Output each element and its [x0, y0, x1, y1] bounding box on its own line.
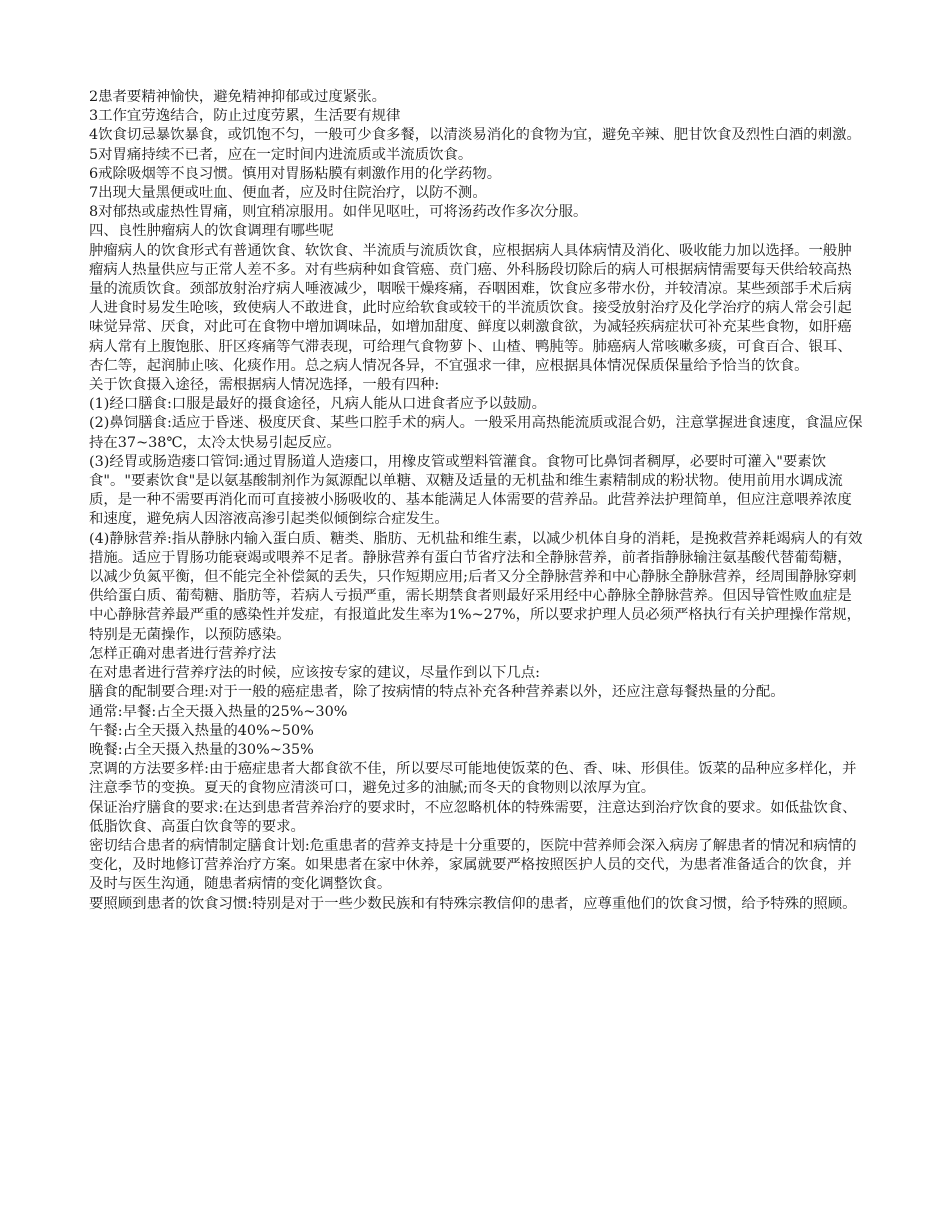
- paragraph-tip-6: 6戒除吸烟等不良习惯。慎用对胃肠粘膜有刺激作用的化学药物。: [89, 165, 502, 182]
- paragraph-lunch: 午餐:占全天摄入热量的40%~50%: [89, 722, 314, 739]
- paragraph-tip-4: 4饮食切忌暴饮暴食，或饥饱不匀，一般可少食多餐，以清淡易消化的食物为宜，避免辛辣、肥甘饮食及烈性白酒的刺激。: [89, 127, 861, 144]
- paragraph-cooking-methods: 烹调的方法要多样:由于癌症患者大都食欲不佳，所以要尽可能地使饭菜的色、香、味、形俱佳。饭菜的品种应多样化，并注意季节的变换。夏天的食物应清淡可口，避免过多的油腻;而冬天的食物则以浓厚为宜。: [89, 761, 857, 797]
- paragraph-eating-habits: 要照顾到患者的饮食习惯:特别是对于一些少数民族和有特殊宗教信仰的患者，应尊重他们的饮食习惯，给予特殊的照顾。: [89, 895, 857, 912]
- paragraph-tip-2: 2患者要精神愉快，避免精神抑郁或过度紧张。: [89, 89, 386, 105]
- paragraph-route-oral: (1)经口膳食:口服是最好的摄食途径，凡病人能从口进食者应予以鼓励。: [89, 396, 546, 413]
- paragraph-therapy-intro: 在对患者进行营养疗法的时候，应该按专家的建议，尽量作到以下几点:: [89, 665, 540, 682]
- paragraph-diet-plan: 密切结合患者的病情制定膳食计划:危重患者的营养支持是十分重要的，医院中营养师会深入病房了解患者的情况和病情的变化，及时地修订营养治疗方案。如果患者在家中休养，家属就要严格按照医护人员的交代，为患者准备适合的饮食，并及时与医生沟通，随患者病情的变化调整饮食。: [89, 837, 857, 893]
- paragraph-dinner: 晚餐:占全天摄入热量的30%~35%: [89, 741, 314, 758]
- paragraph-intake-routes-intro: 关于饮食摄入途径，需根据病人情况选择，一般有四种:: [89, 377, 440, 394]
- paragraph-tumor-diet: 肿瘤病人的饮食形式有普通饮食、软饮食、半流质与流质饮食，应根据病人具体病情及消化、吸收能力加以选择。一般肿瘤病人热量供应与正常人差不多。对有些病种如食管癌、贲门癌、外科肠段切除后的病人可根据病情需要每天供给较高热量的流质饮食。颈部放射治疗病人唾液减少，咽喉干燥疼痛，吞咽困难，饮食应多带水份，并较清凉。某些颈部手术后病人进食时易发生呛咳，致使病人不敢进食，此时应给软食或较干的半流质饮食。接受放射治疗及化学治疗的病人常会引起味觉异常、厌食，对此可在食物中增加调味品，如增加甜度、鲜度以刺激食欲，为减轻疾病症状可补充某些食物，如肝癌病人常有上腹饱胀、肝区疼痛等气滞表现，可给理气食物萝卜、山楂、鸭肫等。肺癌病人常咳嗽多痰，可食百合、银耳、杏仁等，起润肺止咳、化痰作用。总之病人情况各异，不宜强求一律，应根据具体情况保质保量给予恰当的饮食。: [89, 242, 852, 374]
- paragraph-tip-7: 7出现大量黑便或吐血、便血者，应及时住院治疗，以防不测。: [89, 185, 487, 202]
- paragraph-route-iv: (4)静脉营养:指从静脉内输入蛋白质、糖类、脂肪、无机盐和维生素，以减少机体自身的消耗，是挽救营养耗竭病人的有效措施。适应于胃肠功能衰竭或喂养不足者。静脉营养有蛋白节省疗法和全静脉营养，前者指静脉输注氨基酸代替葡萄糖，以减少负氮平衡，但不能完全补偿氮的丢失，只作短期应用;后者又分全静脉营养和中心静脉全静脉营养，经周围静脉穿刺供给蛋白质、葡萄糖、脂肪等，若病人亏损严重，需长期禁食者则最好采用经中心静脉全静脉营养。但因导管性败血症是中心静脉营养最严重的感染性并发症，有报道此发生率为1%~27%，所以要求护理人员必须严格执行有关护理操作常规，特别是无菌操作，以预防感染。: [89, 530, 863, 643]
- paragraph-tip-8: 8对郁热或虚热性胃痛，则宜稍凉服用。如伴见呕吐，可将汤药改作多次分服。: [89, 204, 588, 221]
- section-heading-nutrition-therapy: 怎样正确对患者进行营养疗法: [89, 645, 277, 662]
- paragraph-diet-preparation: 膳食的配制要合理:对于一般的癌症患者，除了按病情的特点补充各种营养素以外，还应注意每餐热量的分配。: [89, 684, 785, 701]
- document-body: [89, 88, 865, 914]
- paragraph-breakfast: 通常:早餐:占全天摄入热量的25%~30%: [89, 703, 348, 720]
- paragraph-therapeutic-diet: 保证治疗膳食的要求:在达到患者营养治疗的要求时，不应忽略机体的特殊需要，注意达到治疗饮食的要求。如低盐饮食、低脂饮食、高蛋白饮食等的要求。: [89, 799, 857, 835]
- paragraph-route-fistula: (3)经胃或肠造瘘口管饲:通过胃肠道人造瘘口，用橡皮管或塑料管灌食。食物可比鼻饲者稠厚，必要时可灌入"要素饮食"。"要素饮食"是以氨基酸制剂作为氮源配以单糖、双糖及适量的无机盐和维生素精制成的粉状物。使用前用水调成流质，是一种不需要再消化而可直接被小肠吸收的、基本能满足人体需要的营养品。此营养法护理简单，但应注意喂养浓度和速度，避免病人因溶液高渗引起类似倾倒综合症发生。: [89, 453, 852, 528]
- section-heading-tumor-diet: 四、良性肿瘤病人的饮食调理有哪些呢: [89, 223, 334, 240]
- paragraph-route-nasal: (2)鼻饲膳食:适应于昏迷、极度厌食、某些口腔手术的病人。一般采用高热能流质或混合奶，注意掌握进食速度，食温应保持在37~38℃，太冷太快易引起反应。: [89, 415, 863, 451]
- paragraph-tip-3: 3工作宜劳逸结合，防止过度劳累，生活要有规律: [89, 108, 401, 125]
- paragraph-tip-5: 5对胃痛持续不已者，应在一定时间内进流质或半流质饮食。: [89, 146, 473, 163]
